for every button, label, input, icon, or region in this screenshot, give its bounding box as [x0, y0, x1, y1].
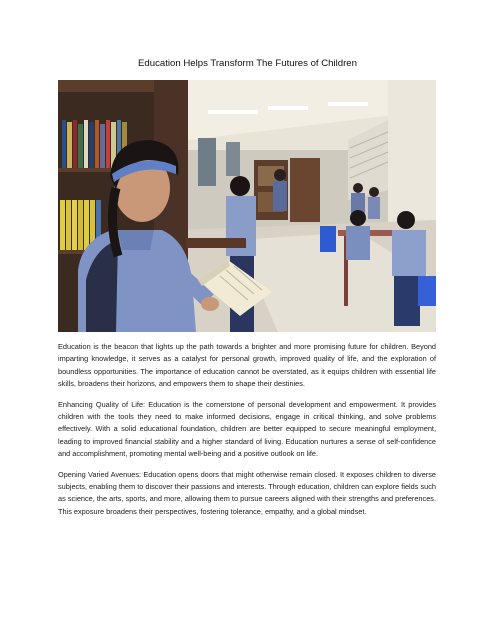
article-body: [58, 341, 436, 527]
library-photo: [58, 80, 436, 332]
paragraph-quality-of-life: Enhancing Quality of Life: Education is the cornerstone of personal development and empowerment. It provides children with the tools they need to make informed decisions, engage in critical thinking, and solve problems effectively. With a solid educational foundation, children are better equipped to secure meaningful employment, leading to improved financial stability and a higher standard of living. Education nurtures a sense of self-confidence and accomplishment, promoting mental well-being and a positive outlook on life.: [58, 399, 436, 458]
document-title: Education Helps Transform The Futures of Children: [138, 58, 357, 69]
library-illustration: [58, 80, 436, 332]
paragraph-varied-avenues: Opening Varied Avenues: Education opens doors that might otherwise remain closed. It exposes children to diverse subjects, enabling them to discover their passions and interests. Through education, children can explore fields such as science, the arts, sports, and more, allowing them to pursue careers aligned with their strengths and preferences. This exposure broadens their perspectives, fostering tolerance, empathy, and a global mindset.: [58, 469, 436, 516]
paragraph-intro: Education is the beacon that lights up the path towards a brighter and more promising future for children. Beyond imparting knowledge, it serves as a catalyst for personal growth, improved quality of life, and the exploration of boundless opportunities. The importance of education cannot be overstated, as it equips children with essential life skills, broadens their horizons, and empowers them to shape their destinies.: [58, 342, 436, 388]
